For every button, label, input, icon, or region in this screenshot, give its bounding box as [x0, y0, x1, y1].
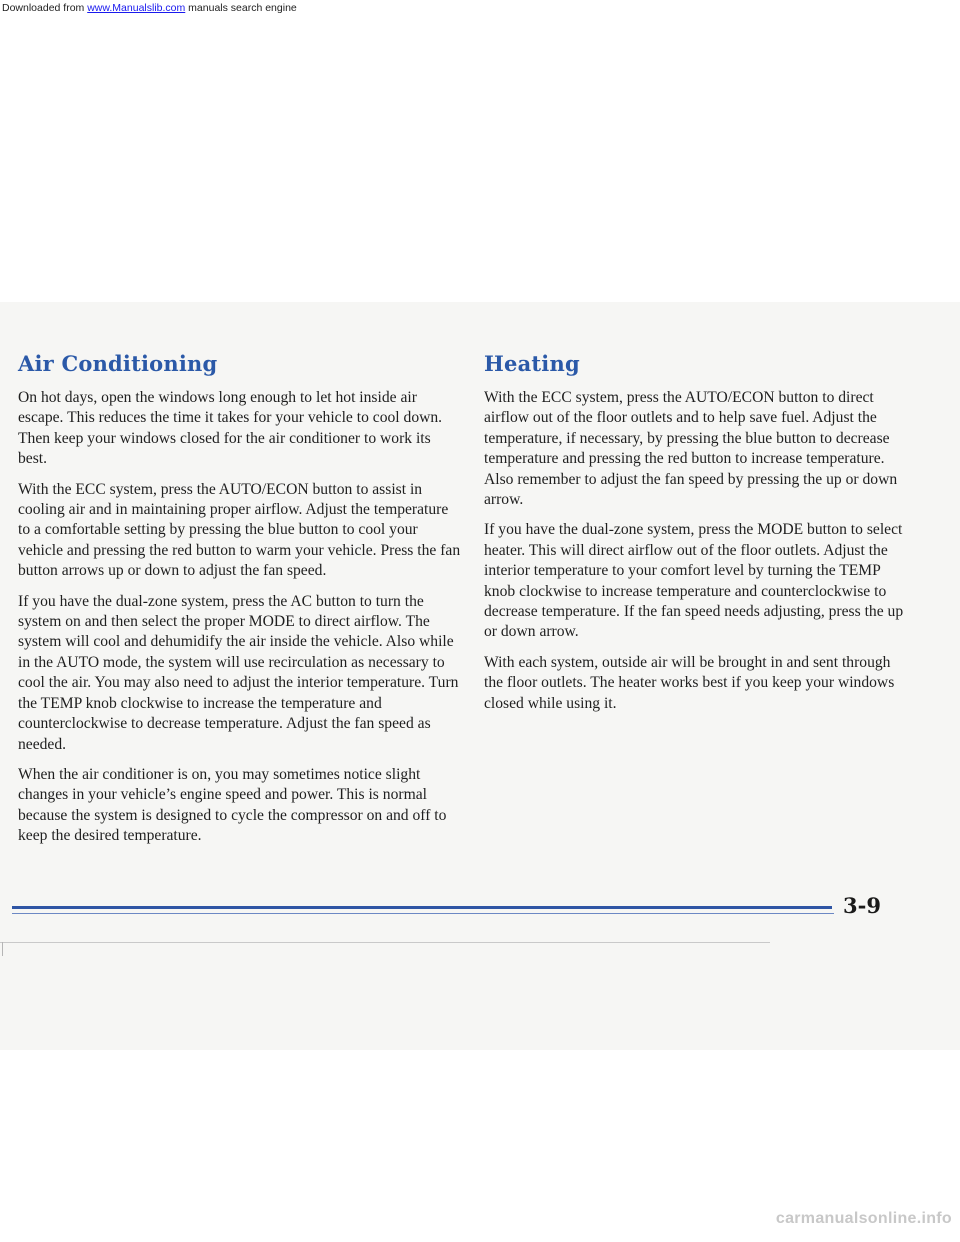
download-banner [0, 0, 960, 17]
heating-section [484, 350, 904, 724]
banner-prefix: Downloaded from [2, 2, 88, 14]
heating-paragraph-1: With the ECC system, press the AUTO/ECON button to direct airflow out of the floor outlets and to help save fuel. Adjust the temperature, if necessary, by pressing the blue button to decrease temperature and pressing the red button to increase temperature. Also remember to adjust the fan speed by pressing the up or down arrow. [484, 389, 898, 509]
ac-paragraph-2: With the ECC system, press the AUTO/ECON button to assist in cooling air and in maintaining proper airflow. Adjust the temperature to a comfortable setting by pressing the blue button to cool your vehicle and pressing the red button to warm your vehicle. Press the fan button arrows up or down to adjust the fan speed. [18, 480, 461, 580]
page-number: 3-9 [843, 893, 881, 918]
banner-suffix: manuals search engine [185, 2, 297, 14]
watermark: carmanualsonline.info [775, 1210, 952, 1227]
footer-rule-thin [12, 913, 834, 914]
manualslib-link[interactable]: www.Manualslib.com [87, 2, 186, 14]
heating-paragraph-3: With each system, outside air will be brought in and sent through the floor outlets. The heater works best if you keep your windows closed while using it. [484, 653, 895, 712]
footer-rule [12, 906, 832, 909]
ac-paragraph-4: When the air conditioner is on, you may sometimes notice slight changes in your vehicle’s engine speed and power. This is normal because the system is designed to cycle the compressor on and off to keep the desired temperature. [18, 765, 447, 845]
heating-heading: Heating [484, 351, 580, 376]
page-edge-tick [2, 942, 3, 956]
heating-paragraph-2: If you have the dual-zone system, press the MODE button to select heater. This will direct airflow out of the floor outlets. Adjust the interior temperature to your comfort level by turning the TEMP knob clockwise to increase temperature and counterclockwise to decrease temperature. If the fan speed needs adjusting, press the up or down arrow. [484, 521, 904, 641]
air-conditioning-heading: Air Conditioning [18, 351, 218, 376]
ac-paragraph-3: If you have the dual-zone system, press the AC button to turn the system on and then select the proper MODE to direct airflow. The system will cool and dehumidify the air inside the vehicle. Also while in the AUTO mode, the system will use recirculation as necessary to cool the air. You may also need to adjust the interior temperature. Turn the TEMP knob clockwise to increase the temperature and counterclockwise to decrease temperature. Adjust the fan speed as needed. [18, 592, 459, 753]
page-edge-line [0, 942, 770, 943]
ac-paragraph-1: On hot days, open the windows long enough to let hot inside air escape. This reduces the time it takes for your vehicle to cool down. Then keep your windows closed for the air conditioner to work its best. [18, 389, 443, 468]
air-conditioning-section [18, 350, 463, 857]
